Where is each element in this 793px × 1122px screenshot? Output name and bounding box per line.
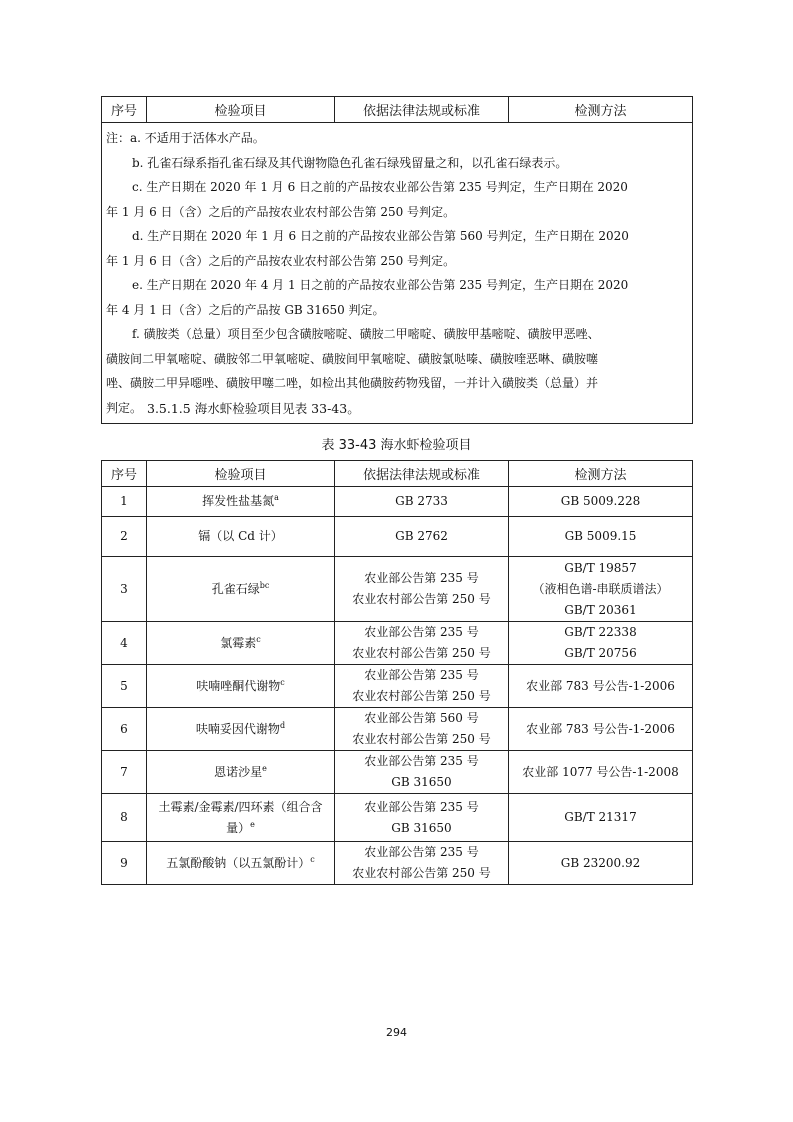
table-row bbox=[102, 751, 693, 794]
standard-line: GB 31650 bbox=[391, 820, 452, 835]
table-row bbox=[102, 708, 693, 751]
header-item: 检验项目 bbox=[147, 97, 335, 123]
method-line: GB/T 20756 bbox=[564, 646, 637, 660]
table-row bbox=[102, 794, 693, 842]
cell-no: 6 bbox=[102, 708, 147, 751]
cell-standard bbox=[335, 665, 509, 708]
cell-method bbox=[509, 557, 693, 622]
table-row bbox=[102, 665, 693, 708]
table-caption: 表 33-43 海水虾检验项目 bbox=[321, 438, 472, 453]
cell-method bbox=[509, 487, 693, 517]
header-method: 检测方法 bbox=[509, 461, 693, 487]
note-line: 年 1 月 6 日（含）之后的产品按农业农村部公告第 250 号判定。 bbox=[106, 204, 456, 219]
cell-item bbox=[147, 487, 335, 517]
footnote-marker: bc bbox=[259, 580, 270, 590]
method-line: GB 5009.228 bbox=[560, 494, 641, 508]
cell-standard bbox=[335, 794, 509, 842]
standard-line: 农业部公告第 235 号 bbox=[364, 668, 479, 682]
standard-line: 农业部公告第 235 号 bbox=[364, 625, 479, 639]
standard-line: 农业农村部公告第 250 号 bbox=[352, 689, 491, 703]
cell-item bbox=[147, 557, 335, 622]
item-label: 呋喃唑酮代谢物 bbox=[196, 678, 281, 693]
standard-line: 农业部公告第 235 号 bbox=[364, 799, 479, 814]
item-label: 氯霉素 bbox=[220, 635, 257, 650]
footnote-marker: a bbox=[274, 493, 279, 502]
item-label: 五氯酚酸钠（以五氯酚计） bbox=[166, 855, 311, 870]
cell-standard bbox=[335, 751, 509, 794]
cell-item bbox=[147, 517, 335, 557]
method-line: GB 23200.92 bbox=[560, 855, 641, 870]
cell-standard bbox=[335, 517, 509, 557]
page-number: 294 bbox=[386, 1026, 407, 1039]
cell-no: 2 bbox=[102, 517, 147, 557]
standard-line: 农业部公告第 235 号 bbox=[364, 845, 479, 859]
note-line: 判定。 bbox=[106, 400, 143, 415]
standard-line: 农业部公告第 235 号 bbox=[364, 571, 479, 585]
cell-method bbox=[509, 794, 693, 842]
table-row bbox=[102, 842, 693, 885]
standard-line: 农业部公告第 235 号 bbox=[364, 754, 479, 768]
cell-standard bbox=[335, 842, 509, 885]
cell-no: 7 bbox=[102, 751, 147, 794]
note-line: d. 生产日期在 2020 年 1 月 6 日之前的产品按农业部公告第 560 号判定，生产日期在 2020 bbox=[132, 229, 629, 243]
footnote-marker: c bbox=[310, 854, 315, 864]
standard-line: 农业农村部公告第 250 号 bbox=[352, 646, 491, 660]
item-label: 呋喃妥因代谢物 bbox=[195, 721, 280, 736]
method-line: 农业部 783 号公告-1-2006 bbox=[526, 678, 675, 693]
table-row bbox=[102, 487, 693, 517]
header-standard: 依据法律法规或标准 bbox=[335, 461, 509, 487]
note-line: 唑、磺胺二甲异噁唑、磺胺甲噻二唑，如检出其他磺胺药物残留，一并计入磺胺类（总量）并 bbox=[106, 376, 599, 390]
note-line: c. 生产日期在 2020 年 1 月 6 日之前的产品按农业部公告第 235 号判定，生产日期在 2020 bbox=[132, 180, 628, 194]
standard-line: GB 2733 bbox=[395, 494, 448, 508]
cell-item bbox=[147, 842, 335, 885]
cell-standard bbox=[335, 622, 509, 665]
note-line: 年 4 月 1 日（含）之后的产品按 GB 31650 判定。 bbox=[106, 302, 385, 317]
table-notes bbox=[102, 123, 693, 424]
method-line: （液相色谱-串联质谱法） bbox=[532, 581, 669, 596]
cell-item bbox=[147, 794, 335, 842]
standard-line: 农业农村部公告第 250 号 bbox=[352, 732, 491, 746]
cell-method bbox=[509, 708, 693, 751]
note-line: e. 生产日期在 2020 年 4 月 1 日之前的产品按农业部公告第 235 号判定，生产日期在 2020 bbox=[132, 278, 629, 292]
footnote-marker: e bbox=[262, 763, 267, 773]
note-line: b. 孔雀石绿系指孔雀石绿及其代谢物隐色孔雀石绿残留量之和，以孔雀石绿表示。 bbox=[132, 155, 568, 170]
cell-item bbox=[147, 708, 335, 751]
footnote-marker: e bbox=[250, 819, 255, 829]
table-body bbox=[102, 487, 693, 885]
footnote-marker: c bbox=[256, 634, 261, 644]
cell-no: 4 bbox=[102, 622, 147, 665]
note-line: 注：a. 不适用于活体水产品。 bbox=[106, 131, 265, 145]
cell-no: 1 bbox=[102, 487, 147, 517]
cell-no: 9 bbox=[102, 842, 147, 885]
notes-row bbox=[102, 123, 693, 424]
cell-no: 8 bbox=[102, 794, 147, 842]
inspection-table bbox=[101, 460, 693, 885]
table-row bbox=[102, 557, 693, 622]
standard-line: GB 31650 bbox=[391, 775, 452, 789]
cell-item bbox=[147, 622, 335, 665]
table-row bbox=[102, 517, 693, 557]
header-no: 序号 bbox=[102, 461, 147, 487]
cell-method bbox=[509, 517, 693, 557]
standard-line: 农业农村部公告第 250 号 bbox=[352, 592, 491, 606]
method-line: GB/T 22338 bbox=[564, 625, 637, 639]
cell-item bbox=[147, 665, 335, 708]
method-line: GB/T 21317 bbox=[564, 810, 637, 824]
cell-standard bbox=[335, 557, 509, 622]
note-line: f. 磺胺类（总量）项目至少包含磺胺嘧啶、磺胺二甲嘧啶、磺胺甲基嘧啶、磺胺甲恶唑、 bbox=[132, 327, 600, 341]
method-line: GB 5009.15 bbox=[564, 529, 637, 543]
item-label: 孔雀石绿 bbox=[211, 581, 260, 596]
method-line: GB/T 20361 bbox=[564, 602, 637, 617]
table-continued bbox=[101, 96, 693, 424]
table-row bbox=[102, 622, 693, 665]
cell-method bbox=[509, 751, 693, 794]
item-label: 土霉素/金霉素/四环素（组合含量） bbox=[158, 799, 323, 835]
table-header-row bbox=[102, 97, 693, 123]
method-line: 农业部 783 号公告-1-2006 bbox=[526, 721, 675, 736]
footnote-marker: c bbox=[280, 677, 285, 687]
item-label: 挥发性盐基氮 bbox=[202, 494, 275, 508]
method-line: GB/T 19857 bbox=[564, 560, 637, 575]
standard-line: GB 2762 bbox=[395, 529, 448, 543]
header-no: 序号 bbox=[102, 97, 147, 123]
item-label: 恩诺沙星 bbox=[214, 764, 263, 779]
cell-no: 5 bbox=[102, 665, 147, 708]
cell-standard bbox=[335, 487, 509, 517]
cell-method bbox=[509, 622, 693, 665]
note-line: 磺胺间二甲氧嘧啶、磺胺邻二甲氧嘧啶、磺胺间甲氧嘧啶、磺胺氯哒嗪、磺胺喹恶啉、磺胺噻 bbox=[106, 351, 599, 366]
header-method: 检测方法 bbox=[509, 97, 693, 123]
item-label: 镉（以 Cd 计） bbox=[198, 529, 283, 543]
footnote-marker: d bbox=[279, 720, 286, 730]
cell-method bbox=[509, 665, 693, 708]
note-line: 年 1 月 6 日（含）之后的产品按农业农村部公告第 250 号判定。 bbox=[106, 253, 456, 268]
standard-line: 农业部公告第 560 号 bbox=[364, 711, 479, 725]
header-item: 检验项目 bbox=[147, 461, 335, 487]
standard-line: 农业农村部公告第 250 号 bbox=[352, 866, 491, 880]
method-line: 农业部 1077 号公告-1-2008 bbox=[522, 764, 679, 779]
table-header-row bbox=[102, 461, 693, 487]
section-intro: 3.5.1.5 海水虾检验项目见表 33-43。 bbox=[147, 401, 360, 416]
cell-no: 3 bbox=[102, 557, 147, 622]
header-standard: 依据法律法规或标准 bbox=[335, 97, 509, 123]
cell-item bbox=[147, 751, 335, 794]
cell-method bbox=[509, 842, 693, 885]
cell-standard bbox=[335, 708, 509, 751]
